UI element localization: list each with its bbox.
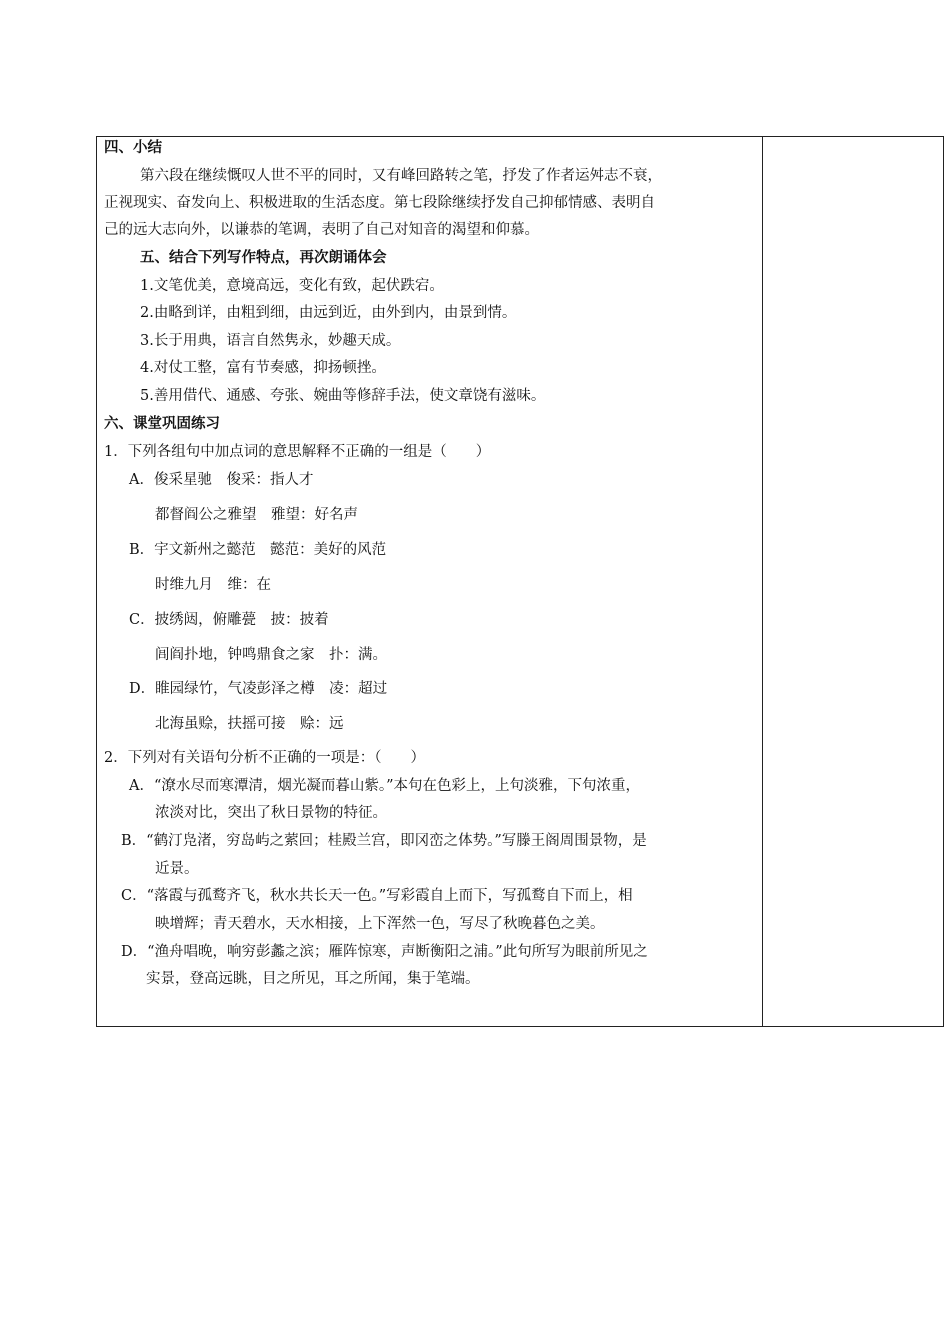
q2-option-a-line2: 浓淡对比，突出了秋日景物的特征。 xyxy=(155,805,387,821)
q1-option-d-line1: D．睢园绿竹，气凌彭泽之樽 凌：超过 xyxy=(129,681,388,697)
section6-title: 六、课堂巩固练习 xyxy=(104,416,220,432)
section5-title: 五、结合下列写作特点，再次朗诵体会 xyxy=(140,250,387,266)
q1-option-b-line1: B．宇文新州之懿范 懿范：美好的风范 xyxy=(129,542,387,558)
section4-para-line3: 己的远大志向外，以谦恭的笔调，表明了自己对知音的渴望和仰慕。 xyxy=(104,222,539,238)
section5-item-5: 5.善用借代、通感、夸张、婉曲等修辞手法，使文章饶有滋味。 xyxy=(140,388,546,404)
q1-option-c-line2: 闾阎扑地，钟鸣鼎食之家 扑：满。 xyxy=(155,647,387,663)
q2-option-c-line1: C．“落霞与孤鹜齐飞，秋水共长天一色。”写彩霞自上而下，写孤鹜自下而上，相 xyxy=(121,888,633,904)
q1-option-b-line2: 时维九月 维：在 xyxy=(155,577,271,593)
q2-option-b-line1: B．“鹤汀凫渚，穷岛屿之萦回；桂殿兰宫，即冈峦之体势。”写滕王阁周围景物，是 xyxy=(121,833,647,849)
q1-stem: 1．下列各组句中加点词的意思解释不正确的一组是（ ） xyxy=(104,444,491,460)
q2-option-d-line1: D．“渔舟唱晚，响穷彭蠡之滨；雁阵惊寒，声断衡阳之浦。”此句所写为眼前所见之 xyxy=(121,944,648,960)
section4-title: 四、小结 xyxy=(104,140,162,156)
section4-para-line2: 正视现实、奋发向上、积极进取的生活态度。第七段除继续抒发自己抑郁情感、表明自 xyxy=(104,195,655,211)
q1-option-c-line1: C．披绣闼，俯雕甍 披：披着 xyxy=(129,612,329,628)
section5-item-3: 3.长于用典，语言自然隽永，妙趣天成。 xyxy=(140,333,401,349)
q1-option-d-line2: 北海虽赊，扶摇可接 赊：远 xyxy=(155,716,344,732)
q2-option-a-line1: A．“潦水尽而寒潭清，烟光凝而暮山紫。”本句在色彩上，上句淡雅，下句浓重， xyxy=(129,778,641,794)
section5-item-1: 1.文笔优美，意境高远，变化有致，起伏跌宕。 xyxy=(140,278,444,294)
q2-option-d-line2: 实景，登高远眺，目之所见，耳之所闻，集于笔端。 xyxy=(146,971,480,987)
q1-option-a-line1: A．俊采星驰 俊采：指人才 xyxy=(129,472,314,488)
section5-item-2: 2.由略到详，由粗到细，由远到近，由外到内，由景到情。 xyxy=(140,305,517,321)
section4-para-line1: 第六段在继续慨叹人世不平的同时，又有峰回路转之笔，抒发了作者运舛志不衰， xyxy=(140,168,662,184)
column-divider xyxy=(762,136,763,1027)
section5-item-4: 4.对仗工整，富有节奏感，抑扬顿挫。 xyxy=(140,360,386,376)
q2-stem: 2．下列对有关语句分析不正确的一项是：（ ） xyxy=(104,750,425,766)
q2-option-b-line2: 近景。 xyxy=(155,861,199,877)
q1-option-a-line2: 都督阎公之雅望 雅望：好名声 xyxy=(155,507,358,523)
q2-option-c-line2: 映增辉；青天碧水，天水相接，上下浑然一色，写尽了秋晚暮色之美。 xyxy=(155,916,605,932)
